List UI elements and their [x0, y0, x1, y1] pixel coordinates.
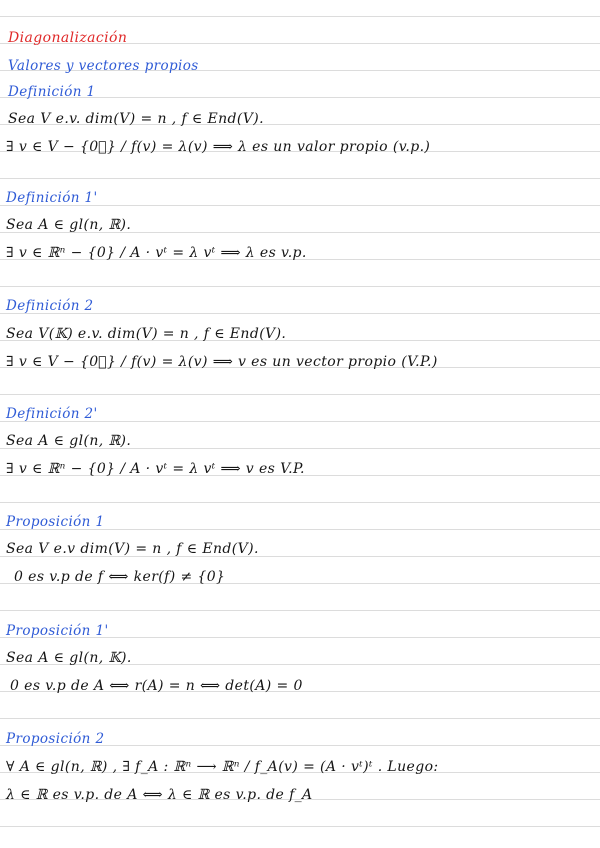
proposicion-1-prime-line-2: 0 es v.p de A ⟺ r(A) = n ⟺ det(A) = 0 [10, 678, 303, 694]
definicion-2-line-2: ∃ v ∈ V − {0⃗} / f(v) = λ(v) ⟹ v es un vector propio (V.P.) [6, 354, 438, 370]
heading-proposicion-1: Proposición 1 [6, 514, 105, 530]
definicion-1-prime-line-1: Sea A ∈ gl(n, ℝ). [6, 217, 132, 233]
proposicion-2-line-1: ∀ A ∈ gl(n, ℝ) , ∃ f_A : ℝⁿ ⟶ ℝⁿ / f_A(v) = (A · vᵗ)ᵗ . Luego: [6, 759, 439, 775]
definicion-1-line-1: Sea V e.v. dim(V) = n , f ∈ End(V). [8, 111, 264, 127]
heading-proposicion-2: Proposición 2 [6, 731, 105, 747]
definicion-1-line-2: ∃ v ∈ V − {0⃗} / f(v) = λ(v) ⟹ λ es un valor propio (v.p.) [6, 139, 431, 155]
proposicion-2-line-2: λ ∈ ℝ es v.p. de A ⟺ λ ∈ ℝ es v.p. de f_A [6, 787, 313, 803]
page-subtitle: Valores y vectores propios [8, 58, 199, 74]
definicion-1-prime-line-2: ∃ v ∈ ℝⁿ − {0} / A · vᵗ = λ vᵗ ⟹ λ es v.p. [6, 245, 307, 261]
heading-proposicion-1-prime: Proposición 1' [6, 623, 109, 639]
heading-definicion-2-prime: Definición 2' [6, 406, 98, 422]
definicion-2-prime-line-1: Sea A ∈ gl(n, ℝ). [6, 433, 132, 449]
definicion-2-line-1: Sea V(𝕂) e.v. dim(V) = n , f ∈ End(V). [6, 326, 287, 342]
proposicion-1-line-1: Sea V e.v dim(V) = n , f ∈ End(V). [6, 541, 259, 557]
heading-definicion-1: Definición 1 [8, 84, 96, 100]
heading-definicion-2: Definición 2 [6, 298, 94, 314]
page-title: Diagonalización [8, 30, 128, 46]
proposicion-1-prime-line-1: Sea A ∈ gl(n, 𝕂). [6, 650, 132, 666]
heading-definicion-1-prime: Definición 1' [6, 190, 98, 206]
proposicion-1-line-2: 0 es v.p de f ⟺ ker(f) ≠ {0} [14, 569, 226, 585]
definicion-2-prime-line-2: ∃ v ∈ ℝⁿ − {0} / A · vᵗ = λ vᵗ ⟹ v es V.P. [6, 461, 305, 477]
